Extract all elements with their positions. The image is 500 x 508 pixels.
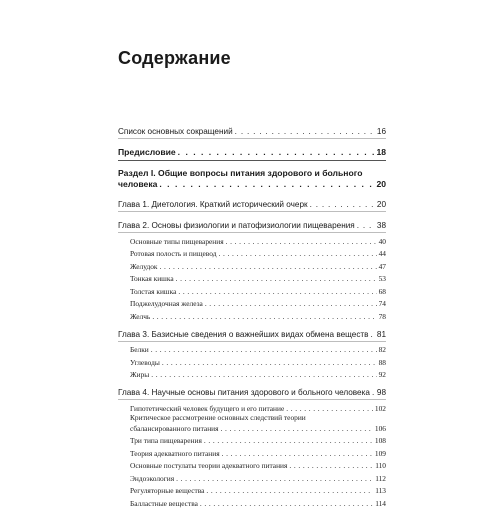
toc-entry-page: 102	[374, 403, 386, 413]
toc-entry-label: Желчь	[130, 311, 151, 321]
toc-entry-page: 113	[375, 486, 386, 495]
toc-subentry[interactable]	[118, 470, 386, 483]
toc-chapter-1[interactable]	[118, 198, 386, 209]
toc-subentry[interactable]	[118, 296, 386, 309]
toc-entry-page: 53	[378, 274, 386, 283]
toc-entry-page: 114	[375, 498, 386, 508]
toc-entry-label: Толстая кишка	[130, 286, 177, 296]
toc-entry-label: Эндоэкология	[130, 473, 175, 483]
leader-dots	[151, 370, 376, 379]
toc-entry-page: 20	[376, 200, 386, 209]
toc-subentry[interactable]	[118, 433, 386, 446]
toc-entry-label: Три типа пищеварения	[130, 436, 202, 445]
toc-chapter-3[interactable]	[118, 328, 386, 339]
leader-dots	[159, 179, 374, 190]
leader-dots	[176, 274, 377, 283]
toc-subentry[interactable]	[118, 271, 386, 284]
toc-entry-label: Основные типы пищеварения	[130, 236, 224, 246]
toc-entry-page: 40	[378, 236, 386, 246]
toc-entry-page: 110	[375, 461, 386, 470]
leader-dots	[206, 486, 373, 495]
leader-dots	[178, 287, 376, 296]
toc-entry-page: 78	[378, 311, 386, 321]
toc-entry-page: 74	[378, 299, 386, 308]
toc-subentry[interactable]	[118, 342, 386, 355]
toc-entry-label: Глава 4. Научные основы питания здорового и больного человека	[118, 388, 370, 397]
toc-entry-page: 20	[376, 179, 386, 189]
toc-entry-label: Балластные вещества	[130, 498, 198, 508]
toc-entry-page: 88	[378, 357, 386, 367]
toc-entry-label: Углеводы	[130, 357, 160, 367]
leader-dots	[160, 262, 377, 271]
leader-dots	[205, 299, 377, 308]
toc-subentry[interactable]	[118, 308, 386, 321]
divider	[118, 211, 386, 212]
leader-dots	[372, 388, 375, 397]
leader-dots	[204, 436, 373, 445]
toc-entry-label: Жиры	[130, 370, 150, 379]
toc-entry-page: 16	[376, 127, 386, 136]
toc-subentry[interactable]	[118, 483, 386, 496]
toc-entry-label: Глава 1. Диетология. Краткий исторический очерк	[118, 200, 308, 209]
toc-entry-label: Глава 3. Базисные сведения о важнейших видах обмена веществ	[118, 329, 369, 339]
toc-subentry[interactable]	[118, 495, 386, 508]
divider	[118, 138, 386, 139]
toc-entry-preface[interactable]	[118, 145, 386, 157]
toc-entry-page: 82	[378, 345, 386, 354]
toc-subentry[interactable]	[118, 354, 386, 367]
toc-subentry[interactable]	[118, 458, 386, 471]
leader-dots	[235, 127, 375, 136]
toc-subentry[interactable]	[118, 283, 386, 296]
toc-entry-page: 47	[378, 261, 386, 271]
leader-dots	[226, 237, 377, 246]
toc-entry-label-continued: сбалансированного питания	[130, 423, 219, 433]
toc-chapter-4[interactable]	[118, 386, 386, 397]
toc-subentry[interactable]	[118, 400, 386, 413]
toc-entry-label: Желудок	[130, 261, 158, 271]
section-title-line2: человека	[118, 179, 158, 189]
divider	[118, 160, 386, 161]
toc-entry-label: Регуляторные вещества	[130, 486, 205, 495]
toc-entry-label: Тонкая кишка	[130, 274, 174, 283]
leader-dots	[219, 249, 377, 258]
toc-entry-page: 112	[375, 473, 386, 483]
leader-dots	[286, 404, 373, 413]
leader-dots	[176, 474, 373, 483]
toc-chapter-2[interactable]	[118, 219, 386, 230]
toc-entry-page: 108	[374, 436, 386, 445]
page-title: Содержание	[118, 48, 231, 68]
toc-entry-label: Белки	[130, 345, 149, 354]
toc-entry-label: Список основных сокращений	[118, 127, 233, 136]
toc-subentry[interactable]	[118, 258, 386, 271]
leader-dots	[162, 358, 377, 367]
toc-subentry[interactable]	[118, 445, 386, 458]
leader-dots	[357, 221, 375, 230]
toc-entry-label: Теория адекватного питания	[130, 448, 220, 458]
leader-dots	[151, 345, 377, 354]
toc-entry-page: 68	[378, 286, 386, 296]
toc-section-1[interactable]	[118, 168, 386, 190]
leader-dots	[221, 424, 373, 433]
toc-entry-label: Предисловие	[118, 147, 176, 157]
leader-dots	[310, 200, 375, 209]
leader-dots	[289, 461, 373, 470]
toc-entry-page: 44	[378, 249, 386, 258]
toc-entry-label: Гипотетический человек будущего и его питание	[130, 403, 285, 413]
toc-entry-page: 98	[376, 388, 386, 397]
toc-subentry[interactable]	[118, 233, 386, 246]
toc-entry-label: Глава 2. Основы физиологии и патофизиологии пищеварения	[118, 221, 355, 230]
leader-dots	[222, 449, 373, 458]
toc-subentry[interactable]	[118, 367, 386, 380]
toc-entry-label: Ротовая полость и пищевод	[130, 249, 217, 258]
toc-entry-label: Поджелудочная железа	[130, 299, 203, 308]
toc-entry-label: Основные постулаты теории адекватного питания	[130, 461, 288, 470]
toc-entry-page: 18	[376, 147, 386, 157]
leader-dots	[371, 330, 375, 339]
toc-entry-page: 38	[376, 221, 386, 230]
toc-entry-label: Критическое рассмотрение основных следствий теории	[130, 412, 306, 422]
leader-dots	[178, 147, 375, 157]
toc-subentry[interactable]	[118, 413, 386, 433]
section-title-line1: Раздел I. Общие вопросы питания здорового и больного	[118, 168, 363, 178]
table-of-contents	[118, 124, 386, 508]
toc-entry-page: 109	[374, 448, 386, 458]
leader-dots	[152, 312, 376, 321]
toc-entry-page: 81	[376, 329, 386, 339]
toc-entry-page: 92	[378, 370, 386, 379]
toc-subentry[interactable]	[118, 246, 386, 259]
toc-entry-abbreviations[interactable]	[118, 124, 386, 136]
toc-entry-page: 106	[374, 423, 386, 433]
